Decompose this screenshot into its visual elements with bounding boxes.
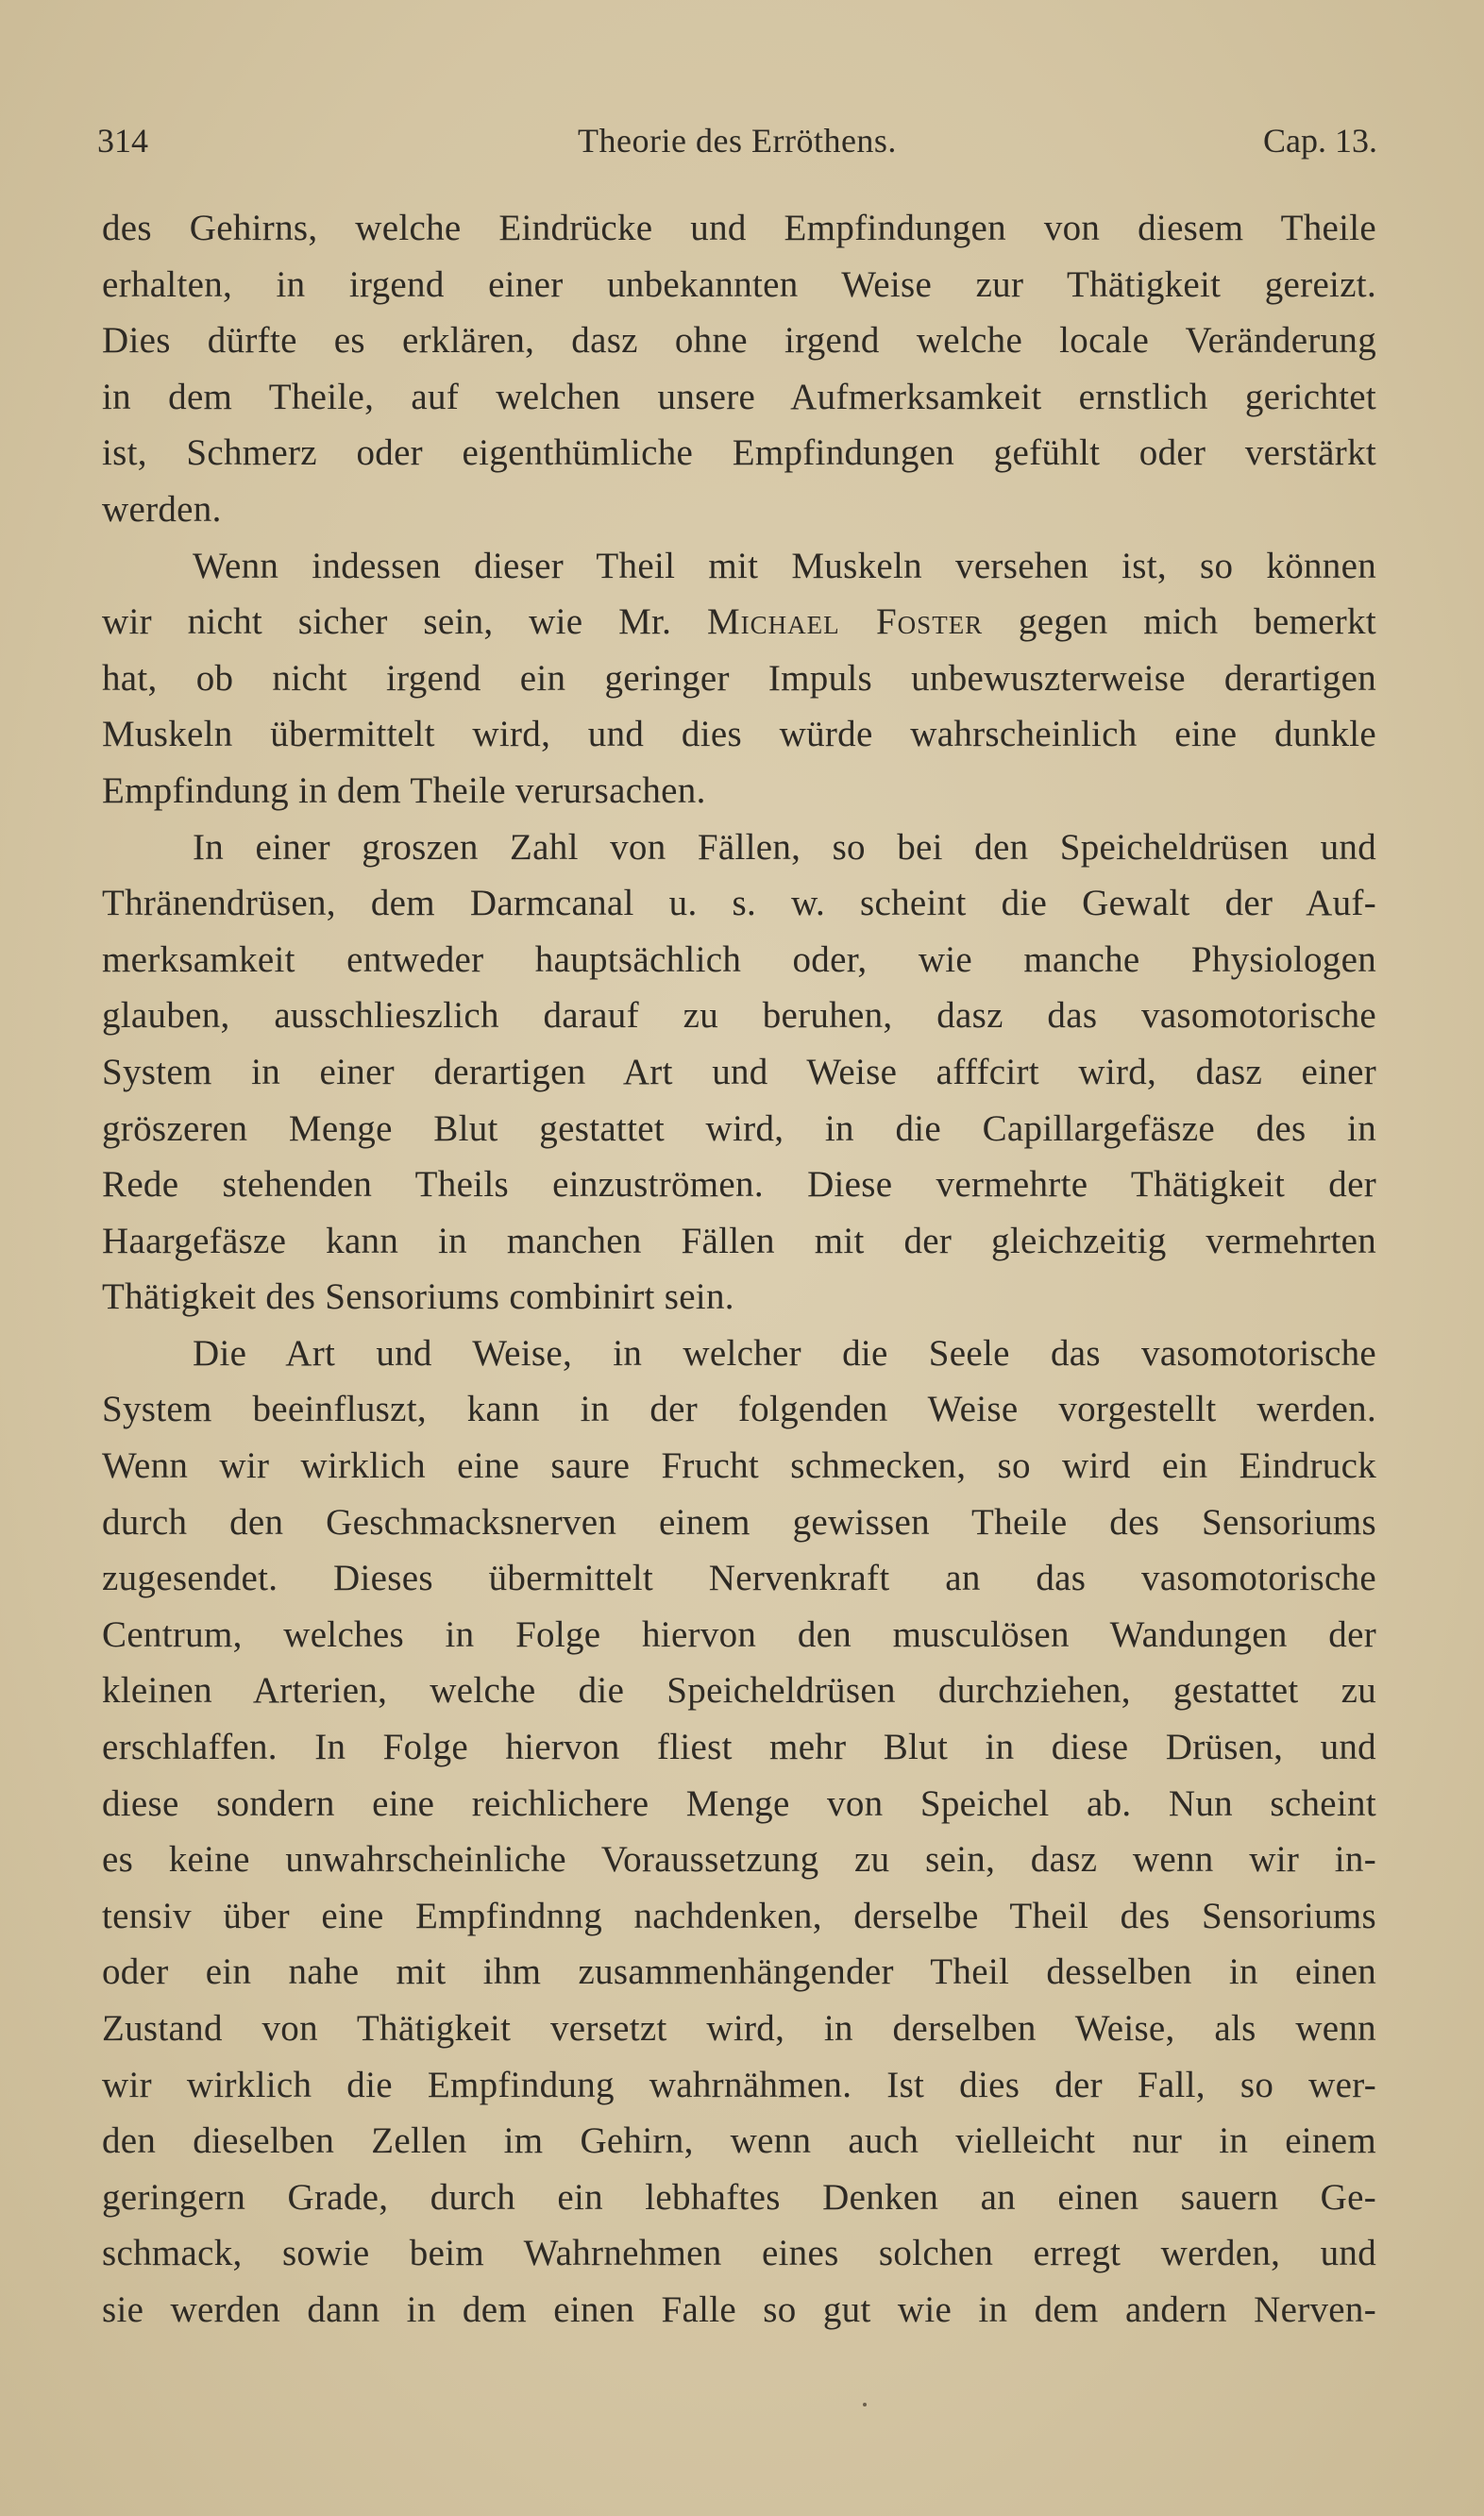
text-line: Zustand von Thätigkeit versetzt wird, in derselben Weise, als wenn [102,2008,1376,2049]
page-number: 314 [97,122,148,160]
text-line: Thränendrüsen, dem Darmcanal u. s. w. scheint die Gewalt der Auf- [102,883,1376,924]
text-line: Muskeln übermittelt wird, und dies würde wahrscheinlich eine dunkle [102,714,1376,755]
running-title: Theorie des Erröthens. [578,122,897,160]
text-line: Centrum, welches in Folge hiervon den musculösen Wandungen der [102,1613,1376,1655]
text-line: Haargefäsze kann in manchen Fällen mit der gleichzeitig vermehrten [102,1220,1376,1261]
text-line: Die Art und Weise, in welcher die Seele das vasomotorische [193,1332,1376,1374]
text-line: des Gehirns, welche Eindrücke und Empfindungen von diesem Theile [102,208,1376,248]
text-line: glauben, ausschlieszlich darauf zu beruhen, dasz das vasomotorische [102,995,1376,1037]
body-text [102,200,1376,2339]
text-line: Empfindung in dem Theile verursachen. [102,769,706,811]
text-line: geringern Grade, durch ein lebhaftes Denken an einen sauern Ge- [102,2176,1376,2218]
text-line: System in einer derartigen Art und Weise afffcirt wird, dasz einer [102,1051,1376,1092]
chapter-label: Cap. 13. [1263,122,1377,160]
text-line: diese sondern eine reichlichere Menge von Speichel ab. Nun scheint [102,1782,1376,1824]
text-line: oder ein nahe mit ihm zusammenhängender Theil desselben in einen [102,1951,1376,1993]
text-line: den dieselben Zellen im Gehirn, wenn auch vielleicht nur in einem [102,2120,1376,2162]
text-line: ist, Schmerz oder eigenthümliche Empfindungen gefühlt oder verstärkt [102,432,1376,474]
text-line: Wenn wir wirklich eine saure Frucht schmecken, so wird ein Eindruck [102,1445,1376,1487]
text-line: merksamkeit entweder hauptsächlich oder, wie manche Physiologen [102,938,1376,980]
paper-speck [863,2403,867,2406]
text-line: es keine unwahrscheinliche Voraussetzung zu sein, dasz wenn wir in- [102,1839,1376,1881]
text-line: sie werden dann in dem einen Falle so gut wie in dem andern Nerven- [102,2288,1376,2330]
text-line-with-name [102,594,1376,650]
text-line: werden. [102,488,222,530]
text-line: Wenn indessen dieser Theil mit Muskeln versehen ist, so können [193,545,1376,586]
text-line: tensiv über eine Empfindnng nachdenken, derselbe Theil des Sensoriums [102,1895,1376,1936]
text-line: erschlaffen. In Folge hiervon fliest mehr Blut in diese Drüsen, und [102,1727,1376,1768]
text-line: kleinen Arterien, welche die Speicheldrüsen durchziehen, gestattet zu [102,1670,1376,1712]
text-line: durch den Geschmacksnerven einem gewissen Theile des Sensoriums [102,1501,1376,1543]
page-header [97,121,1377,168]
text-line: erhalten, in irgend einer unbekannten Weise zur Thätigkeit gereizt. [102,263,1376,305]
text-line: Thätigkeit des Sensoriums combinirt sein. [102,1276,734,1318]
text-line: gröszeren Menge Blut gestattet wird, in die Capillargefäsze des in [102,1107,1376,1149]
text-line: In einer groszen Zahl von Fällen, so bei den Speicheldrüsen und [193,826,1376,868]
text-line: zugesendet. Dieses übermittelt Nervenkraft an das vasomotorische [102,1558,1376,1599]
text-line: schmack, sowie beim Wahrnehmen eines solchen erregt werden, und [102,2233,1376,2274]
person-name: Michael Foster [706,601,984,643]
text-fragment: wir nicht sicher sein, wie Mr. [102,601,672,643]
text-fragment: gegen mich bemerkt [1018,601,1376,643]
text-line: System beeinfluszt, kann in der folgenden Weise vorgestellt werden. [102,1389,1376,1430]
text-line: Dies dürfte es erklären, dasz ohne irgend welche locale Veränderung [102,320,1376,362]
text-line: wir wirklich die Empfindung wahrnähmen. Ist dies der Fall, so wer- [102,2064,1376,2105]
text-line: Rede stehenden Theils einzuströmen. Diese vermehrte Thätigkeit der [102,1164,1376,1206]
text-line: in dem Theile, auf welchen unsere Aufmerksamkeit ernstlich gerichtet [102,376,1376,417]
text-line: hat, ob nicht irgend ein geringer Impuls unbewuszterweise derartigen [102,657,1376,699]
